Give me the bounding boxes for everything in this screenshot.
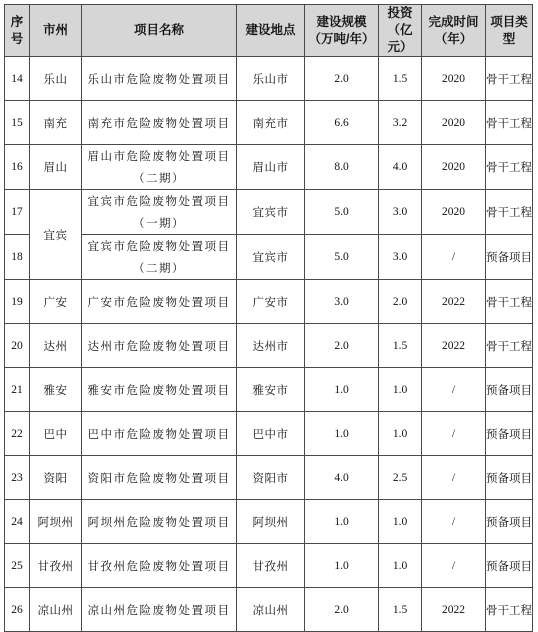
project-type-text: 预备项目 [486,426,532,441]
cell-seq: 19 [5,280,30,324]
cell-seq: 25 [5,544,30,588]
table-row [5,145,533,190]
table-row [5,101,533,145]
header-completion: 完成时间（年） [422,5,486,57]
cell-project-name [82,544,237,588]
project-type-text: 预备项目 [486,558,532,573]
cell-project-name [82,412,237,456]
cell-city: 阿坝州 [30,500,82,544]
table-row [5,500,533,544]
project-name-text: 凉山州危险废物处置项目 [87,602,231,617]
table-body [5,57,533,632]
project-type-text: 骨干工程 [486,294,532,309]
project-name-text: 宜宾市危险废物处置项目 [87,239,231,253]
cell-seq: 16 [5,145,30,190]
project-type-text: 预备项目 [486,382,532,397]
cell-completion: 2022 [422,324,486,368]
cell-investment: 1.0 [379,500,422,544]
cell-scale: 1.0 [305,412,379,456]
cell-completion: 2022 [422,588,486,632]
header-name: 项目名称 [82,5,237,57]
cell-scale: 2.0 [305,324,379,368]
cell-type [486,500,533,544]
cell-project-name [82,57,237,101]
header-investment: 投资（亿元） [379,5,422,57]
project-type-text: 骨干工程 [486,160,532,174]
cell-type [486,280,533,324]
cell-seq: 23 [5,456,30,500]
cell-scale: 1.0 [305,500,379,544]
cell-investment: 3.0 [379,235,422,280]
cell-type [486,57,533,101]
cell-city: 乐山 [30,57,82,101]
table-row [5,235,533,280]
project-type-text: 骨干工程 [486,205,532,219]
cell-location: 雅安市 [237,368,305,412]
cell-seq: 15 [5,101,30,145]
project-name-text: 南充市危险废物处置项目 [87,115,231,130]
cell-scale: 8.0 [305,145,379,190]
project-phase-text: （二期） [133,171,185,185]
cell-project-name [82,368,237,412]
cell-project-name [82,145,237,190]
project-type-text: 预备项目 [486,470,532,485]
cell-project-name [82,235,237,280]
cell-investment: 1.5 [379,588,422,632]
table-row [5,324,533,368]
cell-investment: 1.0 [379,368,422,412]
cell-investment: 1.0 [379,412,422,456]
cell-completion: 2020 [422,145,486,190]
cell-investment: 3.2 [379,101,422,145]
cell-location: 南充市 [237,101,305,145]
cell-completion: 2020 [422,57,486,101]
cell-seq: 21 [5,368,30,412]
project-name-text: 眉山市危险废物处置项目 [87,149,231,163]
cell-project-name [82,101,237,145]
cell-type [486,456,533,500]
cell-scale: 1.0 [305,368,379,412]
cell-project-name [82,456,237,500]
cell-investment: 1.0 [379,544,422,588]
header-city: 市州 [30,5,82,57]
table-row [5,368,533,412]
cell-type [486,544,533,588]
cell-city: 广安 [30,280,82,324]
cell-project-name [82,190,237,235]
cell-completion: / [422,544,486,588]
cell-seq: 18 [5,235,30,280]
project-type-text: 预备项目 [486,514,532,529]
cell-location: 资阳市 [237,456,305,500]
cell-city: 甘孜州 [30,544,82,588]
cell-type [486,368,533,412]
project-type-text: 预备项目 [486,250,532,264]
project-phase-text: （一期） [133,216,185,230]
cell-city: 达州 [30,324,82,368]
cell-seq: 22 [5,412,30,456]
table-row [5,280,533,324]
project-name-text: 宜宾市危险废物处置项目 [87,194,231,208]
cell-city: 资阳 [30,456,82,500]
project-name-text: 雅安市危险废物处置项目 [87,382,231,397]
cell-investment: 3.0 [379,190,422,235]
header-type: 项目类型 [486,5,533,57]
cell-location: 宜宾市 [237,235,305,280]
cell-investment: 2.5 [379,456,422,500]
cell-location: 达州市 [237,324,305,368]
cell-completion: / [422,500,486,544]
cell-type [486,588,533,632]
cell-location: 广安市 [237,280,305,324]
cell-seq: 17 [5,190,30,235]
cell-completion: / [422,412,486,456]
cell-seq: 14 [5,57,30,101]
cell-completion: 2020 [422,190,486,235]
cell-type [486,235,533,280]
project-phase-text: （二期） [133,261,185,275]
cell-completion: 2020 [422,101,486,145]
project-name-text: 广安市危险废物处置项目 [87,294,231,309]
cell-scale: 3.0 [305,280,379,324]
cell-scale: 2.0 [305,588,379,632]
header-location: 建设地点 [237,5,305,57]
cell-city: 南充 [30,101,82,145]
cell-city: 雅安 [30,368,82,412]
project-type-text: 骨干工程 [486,338,532,353]
cell-type [486,412,533,456]
cell-location: 阿坝州 [237,500,305,544]
cell-type [486,190,533,235]
cell-completion: / [422,235,486,280]
project-type-text: 骨干工程 [486,602,532,617]
project-type-text: 骨干工程 [486,71,532,86]
table-row [5,544,533,588]
cell-city: 宜宾 [30,190,82,280]
cell-seq: 26 [5,588,30,632]
hazardous-waste-projects-table [4,4,533,632]
cell-type [486,145,533,190]
cell-city: 巴中 [30,412,82,456]
cell-city: 凉山州 [30,588,82,632]
project-name-text: 乐山市危险废物处置项目 [87,71,231,86]
cell-project-name [82,500,237,544]
cell-investment: 1.5 [379,324,422,368]
project-name-text: 巴中市危险废物处置项目 [87,426,231,441]
cell-seq: 24 [5,500,30,544]
project-type-text: 骨干工程 [486,115,532,130]
header-seq: 序号 [5,5,30,57]
cell-location: 宜宾市 [237,190,305,235]
project-name-text: 资阳市危险废物处置项目 [87,470,231,485]
cell-scale: 5.0 [305,190,379,235]
cell-scale: 4.0 [305,456,379,500]
cell-scale: 1.0 [305,544,379,588]
table-row [5,412,533,456]
cell-scale: 5.0 [305,235,379,280]
cell-location: 眉山市 [237,145,305,190]
cell-location: 凉山州 [237,588,305,632]
project-name-text: 达州市危险废物处置项目 [87,338,231,353]
cell-location: 乐山市 [237,57,305,101]
cell-completion: 2022 [422,280,486,324]
table-row [5,588,533,632]
cell-completion: / [422,368,486,412]
cell-seq: 20 [5,324,30,368]
cell-type [486,324,533,368]
cell-location: 巴中市 [237,412,305,456]
cell-type [486,101,533,145]
cell-project-name [82,280,237,324]
cell-investment: 4.0 [379,145,422,190]
cell-project-name [82,324,237,368]
cell-scale: 2.0 [305,57,379,101]
cell-investment: 2.0 [379,280,422,324]
cell-investment: 1.5 [379,57,422,101]
cell-location: 甘孜州 [237,544,305,588]
project-name-text: 阿坝州危险废物处置项目 [87,514,231,529]
cell-scale: 6.6 [305,101,379,145]
cell-city: 眉山 [30,145,82,190]
table-header-row [5,5,533,57]
cell-completion: / [422,456,486,500]
table-row [5,190,533,235]
project-name-text: 甘孜州危险废物处置项目 [87,558,231,573]
cell-project-name [82,588,237,632]
table-row [5,456,533,500]
header-scale: 建设规模（万吨/年） [305,5,379,57]
table-row [5,57,533,101]
